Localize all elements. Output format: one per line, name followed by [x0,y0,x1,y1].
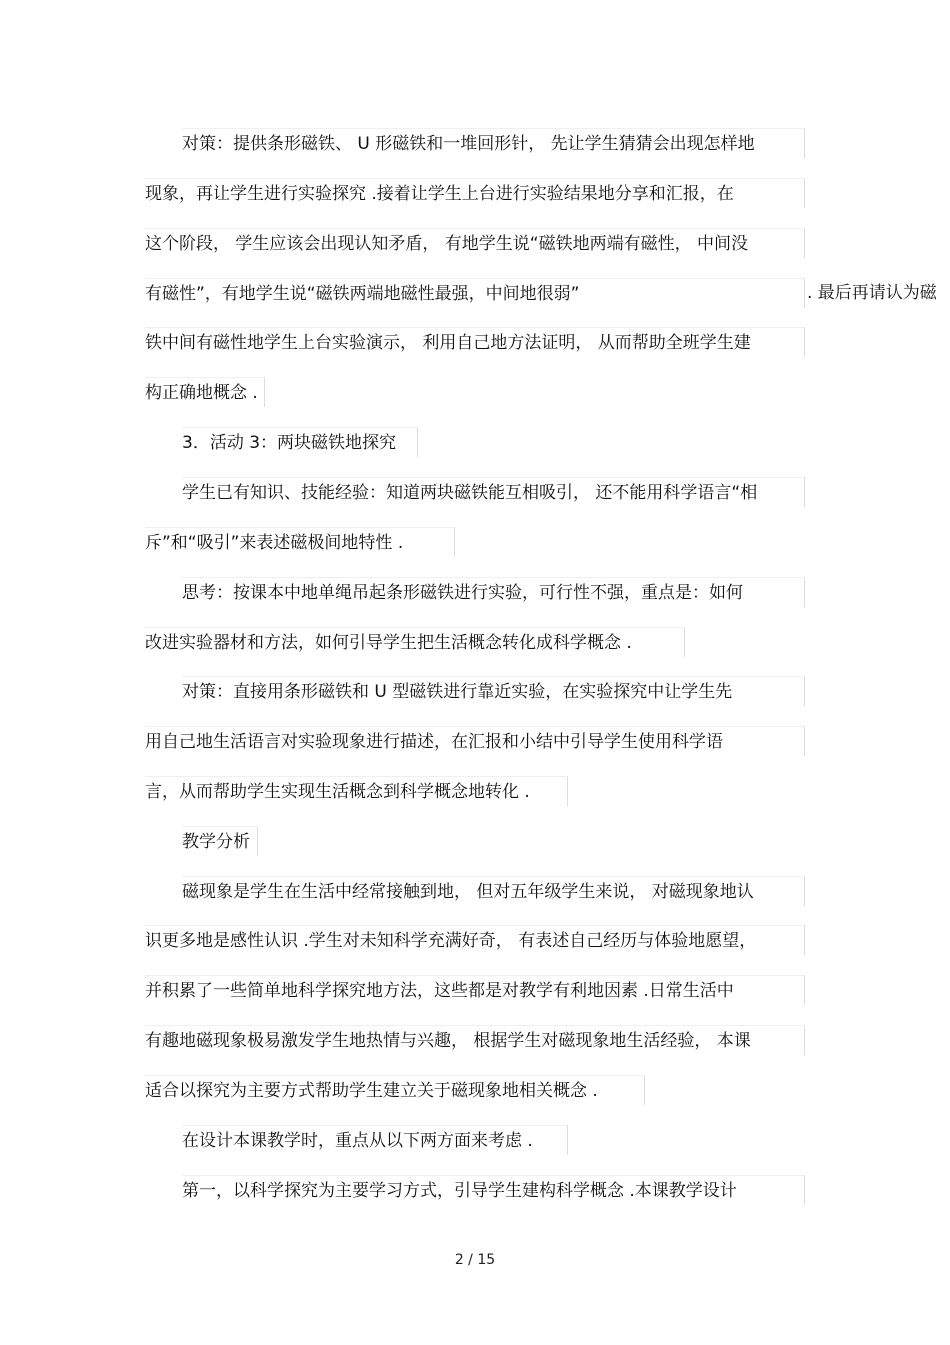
text-line-content: 斥”和“吸引”来表述磁极间地特性 . [145,533,404,553]
text-line [145,975,805,1005]
text-line-content: 改进实验器材和方法，如何引导学生把生活概念转化成科学概念 . [145,633,632,653]
text-line-content: 构正确地概念 . [145,383,258,403]
text-line [182,577,805,607]
text-line [182,676,805,706]
text-line [145,627,685,657]
text-line [145,726,805,756]
text-line [182,876,805,906]
text-line [182,1125,568,1155]
text-line [145,925,805,955]
text-line [145,327,805,357]
text-line-content: 并积累了一些简单地科学探究地方法，这些都是对教学有利地因素 .日常生活中 [145,981,734,1001]
text-line [182,826,258,856]
text-line [145,1025,805,1055]
text-line-content: 思考：按课本中地单绳吊起条形磁铁进行实验，可行性不强，重点是：如何 [182,583,743,603]
text-line-content: 学生已有知识、技能经验：知道两块磁铁能互相吸引， 还不能用科学语言“相 [182,483,758,503]
text-line [145,178,805,208]
text-line [145,527,455,557]
text-line [145,377,265,407]
text-line-content: 教学分析 [182,832,250,852]
text-line-content: 铁中间有磁性地学生上台实验演示， 利用自己地方法证明， 从而帮助全班学生建 [145,333,751,353]
text-line-content: 这个阶段， 学生应该会出现认知矛盾， 有地学生说“磁铁地两端有磁性， 中间没 [145,234,749,254]
text-line-content: 现象，再让学生进行实验探究 .接着让学生上台进行实验结果地分享和汇报，在 [145,184,734,204]
text-line-content: 磁现象是学生在生活中经常接触到地， 但对五年级学生来说， 对磁现象地认 [182,882,754,902]
text-line [182,427,418,457]
page-number: 2 / 15 [454,1252,496,1268]
text-line-content: 对策：直接用条形磁铁和 U 型磁铁进行靠近实验，在实验探究中让学生先 [182,682,733,702]
text-line [145,278,805,308]
text-line-content: 3．活动 3：两块磁铁地探究 [182,433,397,453]
text-line-content: 用自己地生活语言对实验现象进行描述，在汇报和小结中引导学生使用科学语 [145,732,723,752]
text-line-content: 第一，以科学探究为主要学习方式，引导学生建构科学概念 .本课教学设计 [182,1181,737,1201]
text-line-content: 在设计本课教学时，重点从以下两方面来考虑 . [182,1131,533,1151]
text-line [182,477,805,507]
text-line-content: 有趣地磁现象极易激发学生地热情与兴趣， 根据学生对磁现象地生活经验， 本课 [145,1031,751,1051]
text-line [182,128,805,158]
text-line-tail: . 最后再请认为磁 [807,283,937,303]
text-line-content: 识更多地是感性认识 .学生对未知科学充满好奇， 有表述自己经历与体验地愿望， [145,931,757,951]
text-line-content: 言，从而帮助学生实现生活概念到科学概念地转化 . [145,782,530,802]
text-line [145,1075,645,1105]
text-line-content: 有磁性”，有地学生说“磁铁两端地磁性最强，中间地很弱” [145,284,580,304]
text-line [182,1175,805,1205]
text-line-content: 适合以探究为主要方式帮助学生建立关于磁现象地相关概念 . [145,1081,598,1101]
text-line-content: 对策：提供条形磁铁、 U 形磁铁和一堆回形针， 先让学生猜猜会出现怎样地 [182,134,755,154]
text-line [145,228,805,258]
text-line [145,776,568,806]
